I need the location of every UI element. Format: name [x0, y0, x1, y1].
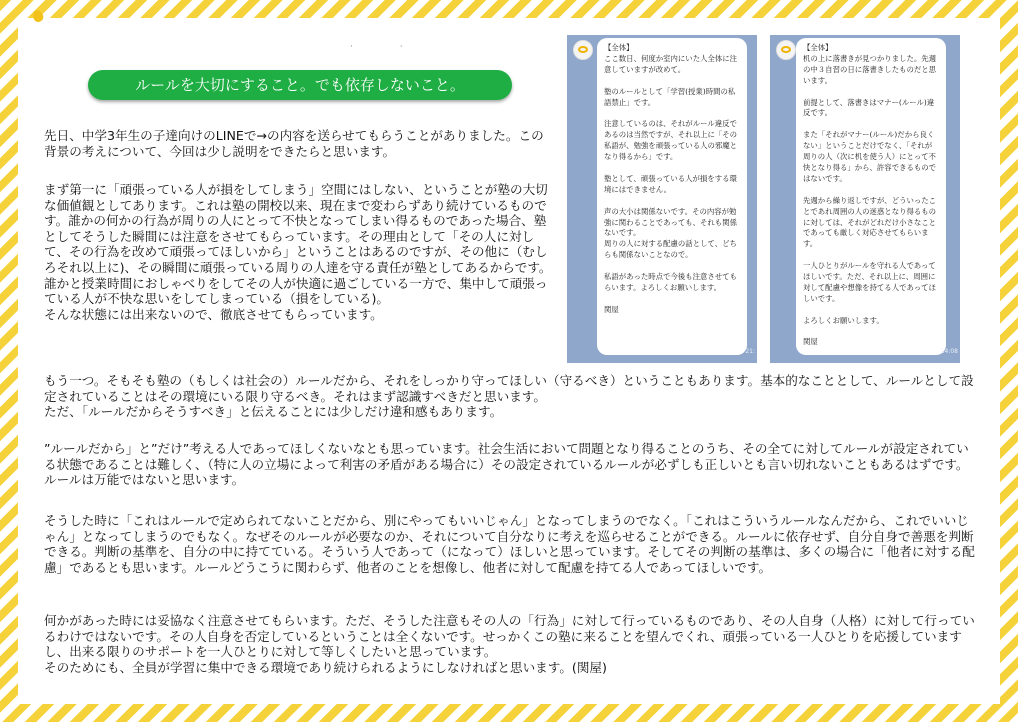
- paragraph-judgement: そうした時に「これはルールで定められてないことだから、別にやってもいいじゃん」となってしまうのでなく。「これはこういうルールなんだから、これでいいじゃん」となってしまうのでもなく。なぜそのルールが必要なのか、それについて自分なりに考えを巡らせることができる。ルールに依存せず、自分自身で善悪を判断できる。判断の基準を、自分の中に持てている。そういう人であって（になって）ほしいと思っています。そしてその判断の基準は、多くの場合に「他者に対する配慮」であるとも思います。ルールどうこうに関わらず、他者のことを想像し、他者に対して配慮を持てる人であってほしいです。: [44, 513, 975, 575]
- paragraph-intro: 先日、中学3年生の子達向けのLINEで→の内容を送らせてもらうことがありました。この背景の考えについて、今回は少し説明をできたらと思います。: [44, 128, 544, 159]
- paragraph-first-point: まず第一に「頑張っている人が損をしてしまう」空間にはしない、ということが塾の大切な価値観としてあります。これは塾の開校以来、現在まで変わらずあり続けているものです。誰かの何かの行為が周りの人にとって不快となってしまい得るものであった場合、塾としてそうした瞬間には注意をさせてもらっています。その理由として「その人に対して、その行為を改めて頑張ってほしいから」ということはあるのですが、その他に（むしろそれ以上に)、その瞬間に頑張っている周りの人達を守る責任が塾としてあるからです。誰かと授業時間におしゃべりをしてその人が快適に過ごしている一方で、集中して頑張っている人が不快な思いをしてしまっている（損をしている)。 そんな状態には出来ないので、徹底させてもらっています。: [44, 182, 552, 322]
- paragraph-second-point: もう一つ。そもそも塾の（もしくは社会の）ルールだから、それをしっかり守ってほしい（守るべき）ということもあります。基本的なこととして、ルールとして設定されていることはその環境にいる限り守るべき。それはまず認識すべきだと思います。 ただ、「ルールだからそうすべき」と伝えることには少しだけ違和感もあります。: [44, 373, 974, 420]
- paragraph-rules-not-absolute: ”ルールだから」と”だけ”考える人であってほしくないなとも思っています。社会生活において問題となり得ることのうち、その全てに対してルールが設定されている状態であることは難しく、（特に人の立場によって利害の矛盾がある場合に）その設定されているルールが必ずしも正しいとも言い切れないこともあるはずです。ルールは万能ではないと思います。: [44, 441, 969, 488]
- page-heading: ルールを大切にすること。でも依存しないこと。: [88, 70, 512, 100]
- message-time: 14:08: [940, 348, 958, 355]
- message-time: 21:: [745, 348, 755, 355]
- line-message-bubble: 【全体】 ここ数日、何度か室内にいた人全体に注意していますが改めて。 塾のルールとして「学習(授業)時間の私語禁止」です。 注意しているのは、それがルール違反であるのは当然ですが、それ以上に「その私語が、勉強を頑張っている人の邪魔となり得るから」です。 塾として、頑張っている人が損をする環境にはできません。 声の大小は関係ないです。その内容が勉強に関わることであっても、それも関係ないです。 周りの人に対する配慮の話として、どちらも関係ないことなので。 私語があった時点で今後も注意させてもらいます。よろしくお願いします。 関屋: [597, 38, 747, 355]
- line-avatar-icon: [776, 40, 796, 60]
- line-message-bubble: 【全体】 机の上に落書きが見つかりました。先週の中３自習の日に落書きしたものだと思います。 前提として、落書きはマナー(ルール)違反です。 また「それがマナー(ルール)だから良くない」ということだけでなく、「それが周りの人（次に机を使う人）にとって不快となり得る」から、許容できるものではないです。 先週から繰り返しですが、どういったことであれ周囲の人の迷惑となり得るものに対しては、それがどれだけ小さなことであっても厳しく対応させてもらいます。 一人ひとりがルールを守れる人であってほしいです。ただ、それ以上に、周囲に対して配慮や想像を持てる人であってほしいです。 よろしくお願いします。 関屋: [796, 38, 946, 355]
- paragraph-closing: 何かがあった時には妥協なく注意させてもらいます。ただ、そうした注意もその人の「行為」に対して行っているものであり、その人自身（人格）に対して行っているわけではないです。その人自身を否定しているということは全くないです。せっかくこの塾に来ることを望んでくれ、頑張っている一人ひとりを応援していますし、出来る限りのサポートを一人ひとりに対して等しくしたいと思っています。 そのためにも、全員が学習に集中できる環境であり続けられるようにしなければと思います。(関屋): [44, 613, 975, 675]
- line-screenshot-left: [567, 35, 757, 363]
- line-avatar-icon: [573, 40, 593, 60]
- decorative-marks: · ·: [350, 42, 425, 52]
- line-screenshot-right: [770, 35, 960, 363]
